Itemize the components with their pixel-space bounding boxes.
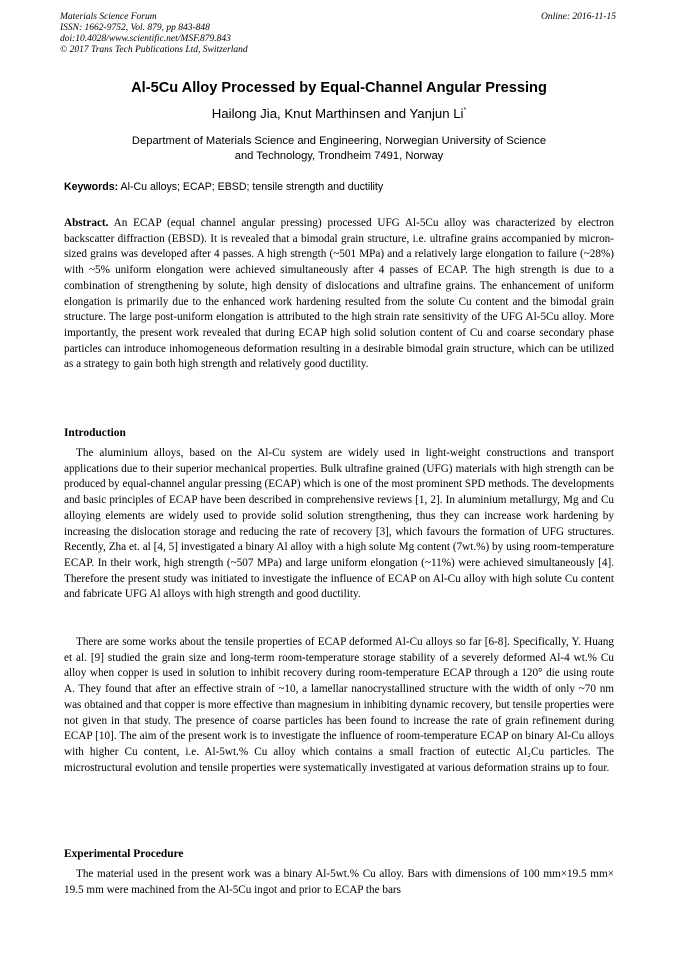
running-header <box>60 12 616 56</box>
copyright: © 2017 Trans Tech Publications Ltd, Switzerland <box>60 45 248 55</box>
introduction-heading: Introduction <box>64 427 126 439</box>
keywords-text: Al-Cu alloys; ECAP; EBSD; tensile strength and ductility <box>120 181 384 193</box>
abstract <box>64 216 614 373</box>
doi: doi:10.4028/www.scientific.net/MSF.879.843 <box>60 34 231 44</box>
authors-text: Hailong Jia, Knut Marthinsen and Yanjun Li <box>211 106 464 121</box>
author-list <box>0 106 678 121</box>
affiliation-line-2: and Technology, Trondheim 7491, Norway <box>234 150 444 162</box>
keywords-label: Keywords: <box>64 181 119 193</box>
affiliation-line-1: Department of Materials Science and Engineering, Norwegian University of Science <box>131 135 547 147</box>
online-date: Online: 2016-11-15 <box>540 12 616 22</box>
introduction-paragraph-2: There are some works about the tensile properties of ECAP deformed Al-Cu alloys so far [6-8]. Specifically, Y. Huang et al. [9] studied the grain size and long-term room-temperature storage stability of a severely deformed Al-4 wt.% Cu alloy when copper is used in solution to inhibit recovery during room-temperature ECAP through a 120° die using route A. They found that after an effective strain of ~10, a lamellar nanocrystallined structure with the width of only ~70 nm was obtained and that copper is more effective than magnesium in inhibiting dynamic recovery, but tensile properties were not given in that study. The presence of coarse particles has been found to increase the rate of grain refinement during ECAP [10]. The aim of the present work is to investigate the influence of room-temperature ECAP on binary Al-Cu alloys with higher Cu content, i.e. Al-5wt.% Cu alloy which contains a small fraction of eutectic Al₂Cu particles. The microstructural evolution and tensile properties were systematically investigated at various deformation strains up to four. <box>64 636 614 774</box>
journal-name: Materials Science Forum <box>60 12 157 22</box>
corresponding-author-mark: * <box>463 107 467 114</box>
experimental-heading: Experimental Procedure <box>64 848 184 860</box>
abstract-text: An ECAP (equal channel angular pressing) processed UFG Al-5Cu alloy was characterized by electron backscatter diffraction (EBSD). It is revealed that a bimodal grain structure, i.e. ultrafine grains accompanied by micron-sized grains was developed after 4 passes. A high strength (~501 MPa) and a relatively large elongation to failure (~28%) with ~5% uniform elongation were achieved simultaneously after 4 passes of ECAP. The high strength is due to a combination of strengthening by solute, high density of dislocations and ultrafine grains. The enhancement of uniform elongation is primarily due to the enhanced work hardening resulted from the solute Cu content and the bimodal grain structure. The large post-uniform elongation is attributed to the high strain rate sensitivity of the UFG Al-5Cu alloy. More importantly, the present work revealed that during ECAP high solid solution content of Cu and coarse secondary phase particles can introduce inhomogeneous deformation resulting in a desirable bimodal grain structure, which can be utilized as a strategy to gain both high strength and relatively good ductility. <box>64 217 614 371</box>
keywords <box>64 181 614 193</box>
affiliation <box>80 134 598 164</box>
experimental-paragraph-1: The material used in the present work was a binary Al-5wt.% Cu alloy. Bars with dimensions of 100 mm×19.5 mm× 19.5 mm were machined from the Al-5Cu ingot and prior to ECAP the bars <box>64 868 614 896</box>
issn: ISSN: 1662-9752, Vol. 879, pp 843-848 <box>60 23 210 33</box>
introduction-paragraph-1: The aluminium alloys, based on the Al-Cu system are widely used in light-weight constructions and transport applications due to their superior mechanical properties. Bulk ultrafine grained (UFG) materials with high strength can be produced by equal-channel angular pressing (ECAP) which is one of the most prominent SPD methods. The developments and basic principles of ECAP have been described in comprehensive reviews [1, 2]. In aluminium metallurgy, Mg and Cu alloying elements are widely used to provide solid solution strengthening, thus they can increase work hardening by increasing the dislocation storage and reducing the rate of recovery [3], which favours the formation of UFG structures. Recently, Zha et. al [4, 5] investigated a binary Al alloy with a high solute Mg content (7wt.%) by using room-temperature ECAP. In their work, high strength (~507 MPa) and large uniform elongation (~11%) were achieved simultaneously [4]. Therefore the present study was initiated to investigate the influence of ECAP on Al-Cu alloy with high solute Cu content and fabricate UFG Al alloys with high strength and good ductility. <box>64 447 614 601</box>
abstract-label: Abstract. <box>64 217 109 229</box>
paper-title: Al-5Cu Alloy Processed by Equal-Channel Angular Pressing <box>131 80 547 96</box>
